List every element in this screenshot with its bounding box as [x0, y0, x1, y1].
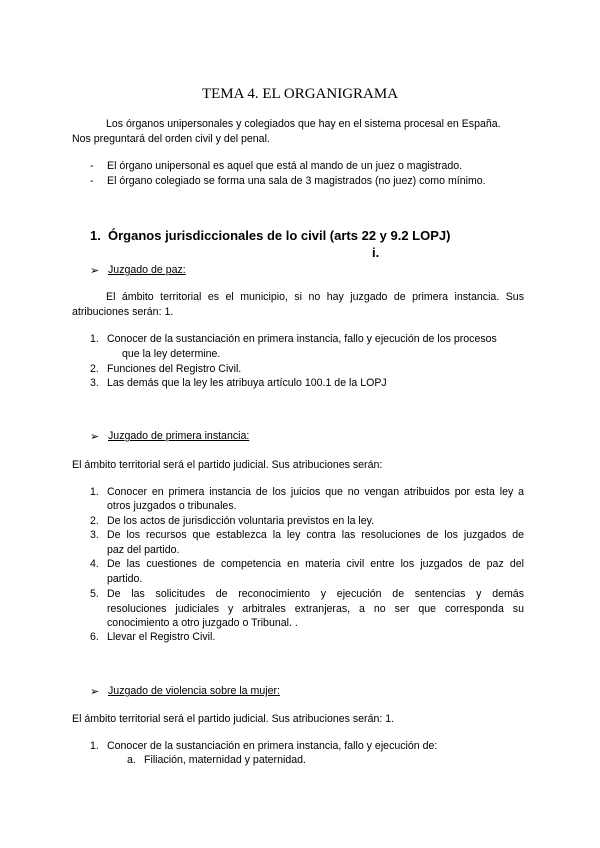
- list-item-cont: que la ley determine.: [122, 348, 221, 360]
- list-item: De las solicitudes de reconocimiento y ejecución de sentencias y demás: [107, 588, 524, 600]
- bullet-dash: -: [90, 175, 94, 187]
- intro-line-2: Nos preguntará del orden civil y del penal.: [72, 133, 270, 145]
- section-subnumber: i.: [372, 245, 380, 260]
- sublist-letter: a.: [127, 754, 136, 766]
- list-number: 4.: [90, 558, 99, 570]
- violencia-para: El ámbito territorial será el partido judicial. Sus atribuciones serán: 1.: [72, 713, 395, 725]
- list-item: Las demás que la ley les atribuya artículo 100.1 de la LOPJ: [107, 377, 387, 389]
- list-item: Llevar el Registro Civil.: [107, 631, 216, 643]
- bullet-item: El órgano colegiado se forma una sala de 3 magistrados (no juez) como mínimo.: [107, 175, 486, 187]
- section-heading: Órganos jurisdiccionales de lo civil (arts 22 y 9.2 LOPJ): [108, 228, 451, 243]
- list-number: 1.: [90, 486, 99, 498]
- list-item-cont: resoluciones judiciales y arbitrales extranjeras, a no ser que corresponda su: [107, 603, 524, 615]
- paz-para-line-2: atribuciones serán: 1.: [72, 306, 174, 318]
- list-item: Funciones del Registro Civil.: [107, 363, 242, 375]
- list-number: 6.: [90, 631, 99, 643]
- list-item-cont: partido.: [107, 573, 143, 585]
- arrow-bullet-icon: ➢: [90, 265, 100, 277]
- list-number: 3.: [90, 377, 99, 389]
- list-number: 3.: [90, 529, 99, 541]
- list-item: De los recursos que establezca la ley contra las resoluciones de los juzgados de: [107, 529, 524, 541]
- list-item: Conocer en primera instancia de los juicios que no vengan atribuidos por esta ley a: [107, 486, 524, 498]
- list-number: 1.: [90, 333, 99, 345]
- paz-heading: Juzgado de paz:: [108, 264, 186, 276]
- paz-para-line-1: El ámbito territorial es el municipio, si no hay juzgado de primera instancia. Sus: [106, 291, 524, 303]
- bullet-item: El órgano unipersonal es aquel que está al mando de un juez o magistrado.: [107, 160, 463, 172]
- intro-line-1: Los órganos unipersonales y colegiados que hay en el sistema procesal en España.: [106, 118, 501, 130]
- list-number: 1.: [90, 740, 99, 752]
- bullet-dash: -: [90, 160, 94, 172]
- primera-heading: Juzgado de primera instancia:: [108, 430, 250, 442]
- violencia-heading: Juzgado de violencia sobre la mujer:: [108, 685, 280, 697]
- sublist-item: Filiación, maternidad y paternidad.: [144, 754, 306, 766]
- list-item: Conocer de la sustanciación en primera instancia, fallo y ejecución de:: [107, 740, 438, 752]
- section-number: 1.: [90, 228, 101, 243]
- arrow-bullet-icon: ➢: [90, 431, 100, 443]
- list-item-cont: paz del partido.: [107, 544, 180, 556]
- list-item-cont: conocimiento a otro juzgado o Tribunal. .: [107, 617, 298, 629]
- primera-para: El ámbito territorial será el partido judicial. Sus atribuciones serán:: [72, 459, 383, 471]
- list-item-cont: otros juzgados o tribunales.: [107, 500, 237, 512]
- page-title: TEMA 4. EL ORGANIGRAMA: [201, 86, 399, 102]
- list-item: De los actos de jurisdicción voluntaria previstos en la ley.: [107, 515, 375, 527]
- arrow-bullet-icon: ➢: [90, 686, 100, 698]
- list-item: De las cuestiones de competencia en materia civil entre los juzgados de paz del: [107, 558, 524, 570]
- list-number: 2.: [90, 363, 99, 375]
- list-item: Conocer de la sustanciación en primera instancia, fallo y ejecución de los procesos: [107, 333, 497, 345]
- list-number: 5.: [90, 588, 99, 600]
- list-number: 2.: [90, 515, 99, 527]
